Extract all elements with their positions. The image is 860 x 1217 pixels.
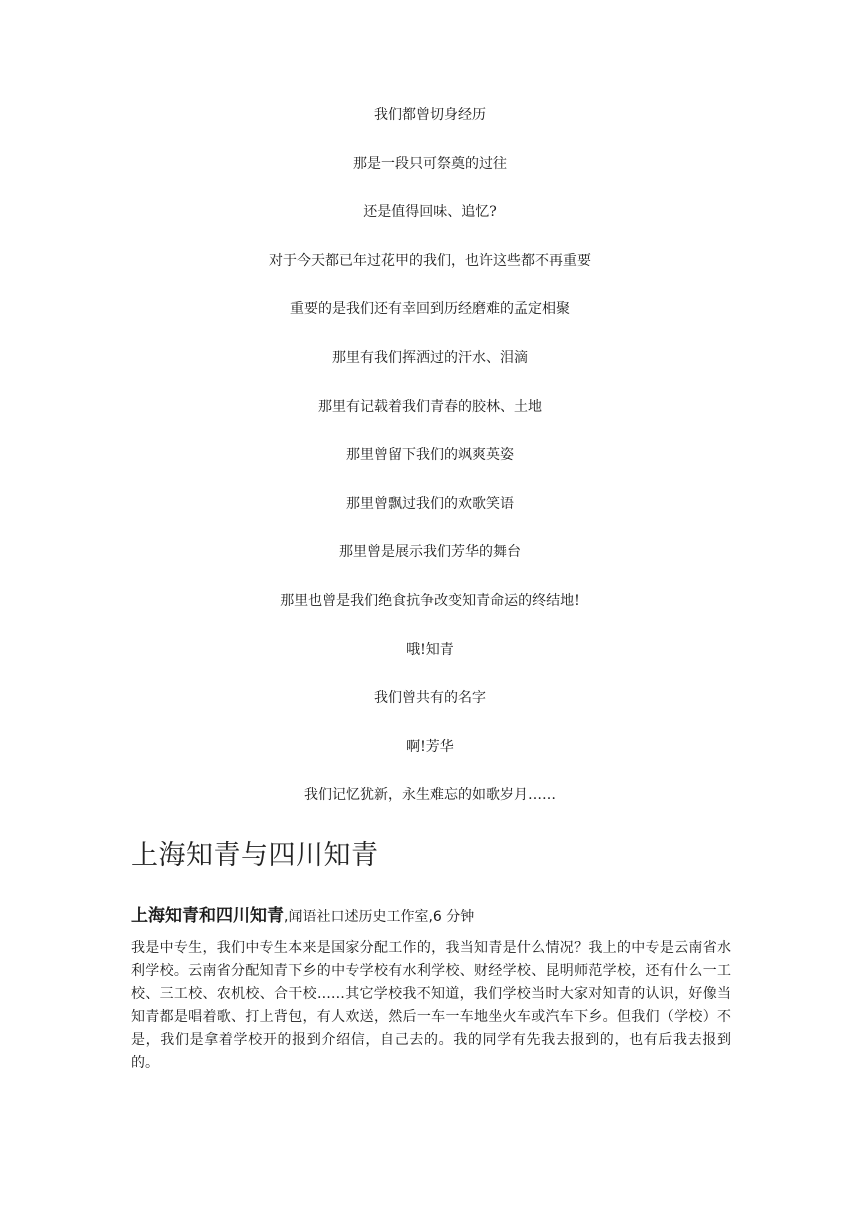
poem-line: 那里有记载着我们青春的胶林、土地 bbox=[318, 398, 542, 415]
poem bbox=[0, 100, 860, 829]
poem-line: 啊!芳华 bbox=[406, 738, 454, 755]
poem-line: 那里曾是展示我们芳华的舞台 bbox=[339, 544, 521, 561]
poem-line: 哦!知青 bbox=[406, 641, 454, 658]
poem-line: 那里曾飘过我们的欢歌笑语 bbox=[346, 495, 514, 512]
body-paragraph: 我是中专生，我们中专生本来是国家分配工作的，我当知青是什么情况？我上的中专是云南省水利学校。云南省分配知青下乡的中专学校有水利学校、财经学校、昆明师范学校，还有什么一工校、三工校、农机校、合干校……其它学校我不知道，我们学校当时大家对知青的认识，好像当知青都是唱着歌、打上背包，有人欢送，然后一车一车地坐火车或汽车下乡。但我们（学校）不是，我们是拿着学校开的报到介绍信，自己去的。我的同学有先我去报到的，也有后我去报到的。 bbox=[131, 940, 731, 1071]
poem-line: 对于今天都已年过花甲的我们，也许这些都不再重要 bbox=[269, 252, 591, 269]
poem-line: 我们曾共有的名字 bbox=[374, 690, 486, 707]
section-subtitle bbox=[131, 903, 474, 930]
poem-line: 重要的是我们还有幸回到历经磨难的孟定相聚 bbox=[290, 301, 570, 318]
poem-line: 还是值得回味、追忆? bbox=[363, 204, 497, 221]
subtitle-title: 上海知青和四川知青 bbox=[131, 906, 284, 926]
poem-line: 那是一段只可祭奠的过往 bbox=[353, 155, 507, 172]
poem-line: 那里有我们挥洒过的汗水、泪滴 bbox=[332, 349, 528, 366]
section-heading: 上海知青与四川知青 bbox=[131, 840, 379, 871]
poem-line: 我们都曾切身经历 bbox=[374, 107, 486, 123]
poem-line: 那里曾留下我们的飒爽英姿 bbox=[346, 447, 514, 464]
poem-line: 那里也曾是我们绝食抗争改变知青命运的终结地! bbox=[280, 592, 580, 609]
poem-line: 我们记忆犹新，永生难忘的如歌岁月…… bbox=[304, 787, 556, 804]
subtitle-source: ,闻语社口述历史工作室,6 分钟 bbox=[284, 909, 475, 925]
